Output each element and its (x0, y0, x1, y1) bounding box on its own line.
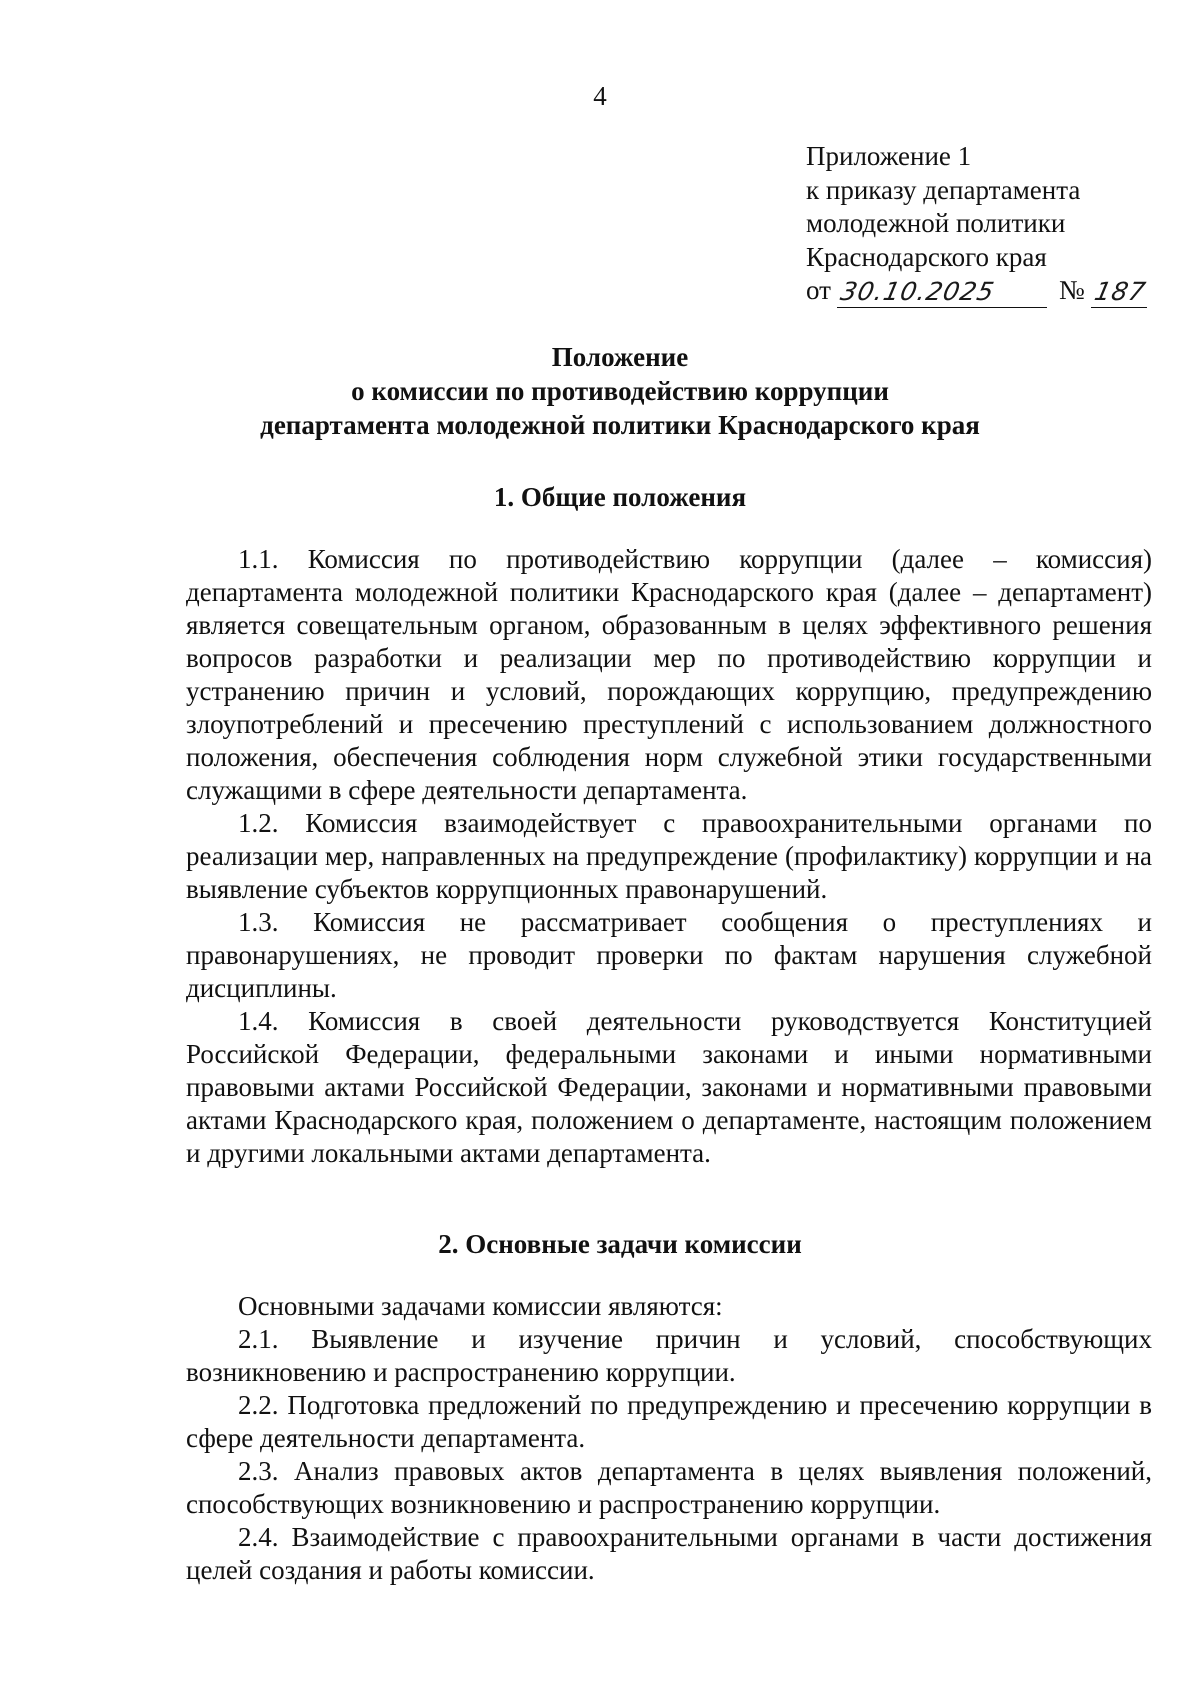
section-1-heading: 1. Общие положения (493, 482, 747, 512)
title-line-2: о комиссии по противодействию коррупции (351, 376, 889, 406)
order-date-number-line (806, 274, 1147, 308)
paragraph-2-4: 2.4. Взаимодействие с правоохранительными органами в части достижения целей создания и работы комиссии. (186, 1522, 1152, 1585)
paragraph-2-1: 2.1. Выявление и изучение причин и условий, способствующих возникновению и распространению коррупции. (186, 1324, 1152, 1387)
appendix-line-1: Приложение 1 (806, 141, 972, 171)
date-prefix: от (806, 275, 831, 305)
paragraph-2-2: 2.2. Подготовка предложений по предупреждению и пресечению коррупции в сфере деятельности департамента. (186, 1390, 1152, 1453)
appendix-line-2: к приказу департамента (806, 174, 1081, 205)
section-2-body (186, 1290, 1152, 1587)
handwritten-number: 187 (1091, 277, 1149, 306)
appendix-block (806, 140, 1147, 308)
paragraph-1-3: 1.3. Комиссия не рассматривает сообщения о преступлениях и правонарушениях, не проводит проверки по фактам нарушения служебной дисциплины. (186, 907, 1152, 1003)
title-line-1: Положение (551, 342, 689, 372)
order-date-field (837, 279, 1047, 308)
document-title (180, 340, 1060, 442)
section-1-body (186, 543, 1152, 1170)
paragraph-1-4: 1.4. Комиссия в своей деятельности руководствуется Конституцией Российской Федерации, федеральными законами и иными нормативными правовыми актами Российской Федерации, законами и нормативными правовыми актами Краснодарского края, положением о департаменте, настоящим положением и другими локальными актами департамента. (186, 1006, 1152, 1168)
paragraph-1-1: 1.1. Комиссия по противодействию коррупции (далее – комиссия) департамента молодежной политики Краснодарского края (далее – департамент) является совещательным органом, образованным в целях эффективного решения вопросов разработки и реализации мер по противодействию коррупции и устранению причин и условий, порождающих коррупцию, предупреждению злоупотреблений и пресечению преступлений с использованием должностного положения, обеспечения соблюдения норм служебной этики государственными служащими в сфере деятельности департамента. (186, 544, 1152, 805)
section-2-heading: 2. Основные задачи комиссии (438, 1229, 802, 1259)
appendix-line-3: молодежной политики (806, 208, 1066, 238)
title-line-3: департамента молодежной политики Краснодарского края (260, 410, 980, 440)
handwritten-date: 30.10.2025 (837, 277, 998, 306)
appendix-line-4: Краснодарского края (806, 241, 1047, 272)
page-number: 4 (593, 81, 607, 111)
order-number-field (1091, 279, 1147, 308)
paragraph-1-2: 1.2. Комиссия взаимодействует с правоохранительными органами по реализации мер, направленных на предупреждение (профилактику) коррупции и на выявление субъектов коррупционных правонарушений. (186, 808, 1152, 904)
number-prefix: № (1058, 275, 1085, 305)
section-2-intro: Основными задачами комиссии являются: (238, 1291, 723, 1321)
paragraph-2-3: 2.3. Анализ правовых актов департамента в целях выявления положений, способствующих возникновению и распространению коррупции. (186, 1456, 1152, 1519)
